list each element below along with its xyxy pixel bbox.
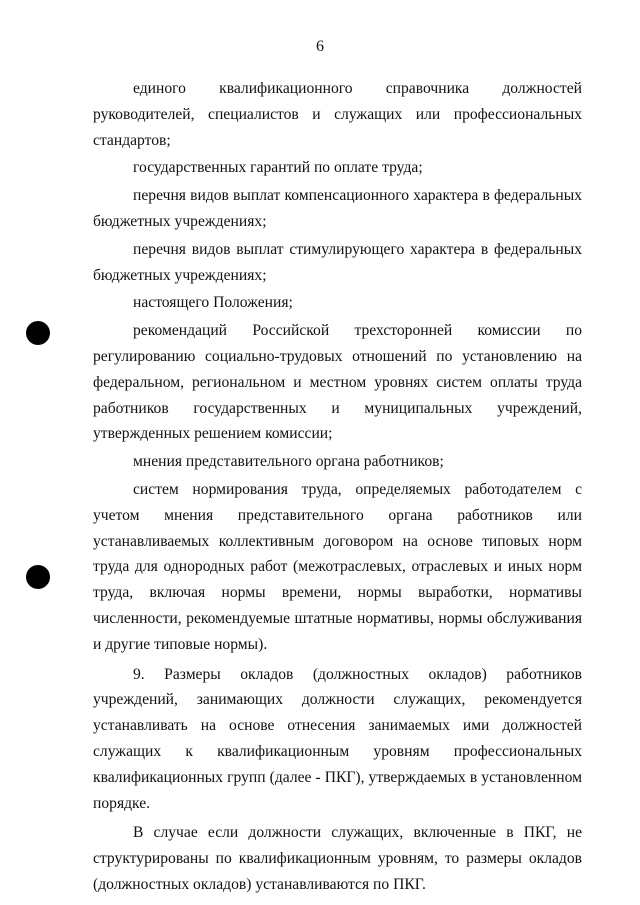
- punch-hole-mark: [26, 565, 50, 589]
- list-item: настоящего Положения;: [133, 294, 293, 312]
- punch-hole-mark: [26, 321, 50, 345]
- paragraph: В случае если должности служащих, включенные в ПКГ, не структурированы по квалификационным уровням, то размеры окладов (должностных окладов) устанавливаются по ПКГ.: [93, 824, 582, 893]
- document-body: [93, 76, 582, 898]
- list-item: мнения представительного органа работников;: [133, 453, 444, 471]
- paragraph-continuation: единого квалификационного справочника должностей руководителей, специалистов и служащих или профессиональных стандартов;: [93, 80, 582, 149]
- page-number: 6: [316, 38, 324, 55]
- list-item: рекомендаций Российской трехсторонней комиссии по регулированию социально-трудовых отношений по установлению на федеральном, региональном и местном уровнях систем оплаты труда работников государственных и муниципальных учреждений, утвержденных решением комиссии;: [93, 322, 582, 443]
- list-item: перечня видов выплат компенсационного характера в федеральных бюджетных учреждениях;: [93, 187, 582, 230]
- list-item: перечня видов выплат стимулирующего характера в федеральных бюджетных учреждениях;: [93, 240, 582, 284]
- list-item: систем нормирования труда, определяемых работодателем с учетом мнения представительного органа работников или устанавливаемых коллективным договором на основе типовых норм труда для однородных работ (межотраслевых, отраслевых и иных норм труда, включая нормы времени, нормы выработки, нормативы численности, рекомендуемые штатные нормативы, нормы обслуживания и другие типовые нормы).: [93, 480, 582, 653]
- list-item: государственных гарантий по оплате труда;: [133, 159, 423, 177]
- paragraph-clause-9: 9. Размеры окладов (должностных окладов) работников учреждений, занимающих должности служащих, рекомендуется устанавливать на основе отнесения занимаемых ими должностей служащих к квалификационным уровням профессиональных квалификационных групп (далее - ПКГ), утверждаемых в установленном порядке.: [93, 665, 582, 812]
